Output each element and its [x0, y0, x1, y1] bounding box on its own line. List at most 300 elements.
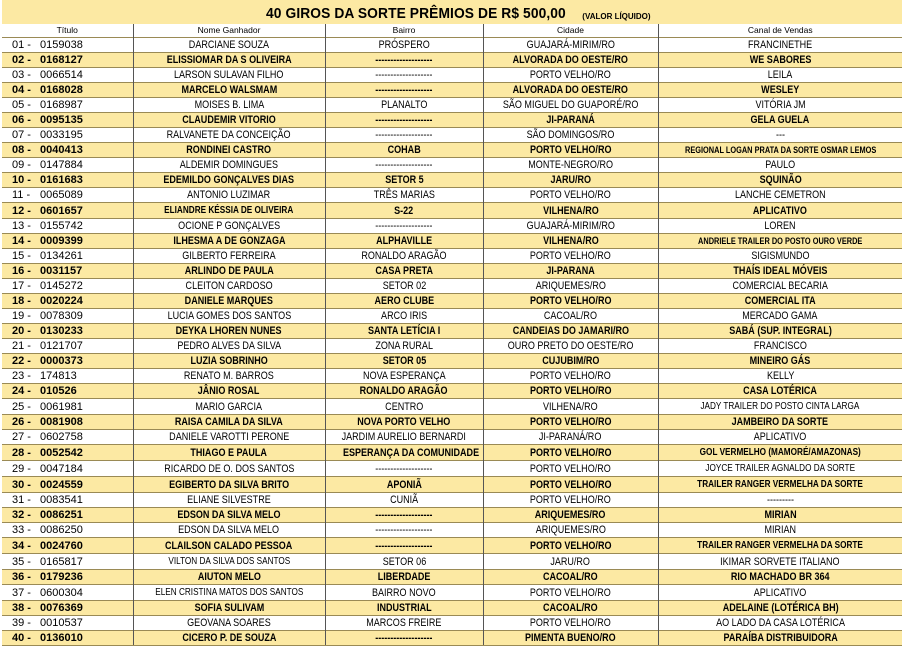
cell-nome-text: MOISES B. LIMA: [194, 99, 264, 111]
cell-nome-text: EDSON DA SILVA MELO: [178, 524, 280, 536]
cell-cidade-text: PORTO VELHO/RO: [529, 416, 612, 428]
cell-bairro-text: -------------------: [375, 54, 433, 66]
cell-canal: [658, 508, 902, 523]
cell-nome: [133, 570, 325, 585]
cell-nome: [133, 83, 325, 98]
ticket-number: 174813: [40, 370, 77, 382]
cell-bairro-text: -------------------: [375, 159, 433, 171]
cell-nome: [133, 585, 325, 601]
row-number: 40 -: [12, 632, 31, 644]
cell-cidade: [483, 53, 658, 68]
cell-canal-text: ---------: [766, 494, 794, 506]
cell-cidade: [483, 538, 658, 554]
cell-cidade: [483, 523, 658, 538]
cell-titulo: [2, 309, 133, 324]
ticket-number: 0052542: [40, 446, 83, 459]
row-number: 04 -: [12, 84, 31, 96]
cell-nome-text: EGIBERTO DA SILVA BRITO: [169, 478, 289, 491]
cell-nome-text: DANIELE MARQUES: [184, 295, 274, 307]
cell-cidade-text: PORTO VELHO/RO: [530, 494, 611, 506]
table-row: [2, 249, 902, 264]
cell-nome: [133, 538, 325, 554]
cell-nome-text: DANIELE VAROTTI PERONE: [168, 431, 290, 443]
cell-cidade-text: GUAJARÁ-MIRIM/RO: [526, 39, 615, 51]
cell-cidade-text: MONTE-NEGRO/RO: [528, 159, 613, 171]
cell-bairro-text: -------------------: [375, 114, 433, 126]
cell-bairro: [325, 601, 483, 616]
cell-canal: [658, 339, 902, 354]
table-row: [2, 113, 902, 128]
cell-bairro: [325, 384, 483, 399]
cell-bairro-text: -------------------: [375, 69, 433, 81]
cell-titulo: [2, 249, 133, 264]
column-header-titulo: Título: [56, 25, 78, 35]
cell-nome-text: CLAILSON CALADO PESSOA: [165, 539, 293, 552]
cell-cidade-text: PORTO VELHO/RO: [530, 250, 611, 262]
table-row: [2, 631, 902, 646]
table-row: [2, 53, 902, 68]
row-number: 14 -: [12, 235, 31, 247]
table-row: [2, 445, 902, 461]
cell-cidade-text: VILHENA/RO: [543, 400, 598, 413]
cell-cidade-text: CACOAL/RO: [543, 602, 598, 614]
cell-titulo: [2, 339, 133, 354]
cell-nome: [133, 234, 325, 249]
cell-titulo: [2, 264, 133, 279]
cell-canal-text: FRANCISCO: [753, 340, 807, 352]
ticket-number: 0600304: [40, 586, 83, 599]
cell-bairro-text: SETOR 05: [382, 355, 426, 367]
cell-bairro: [325, 570, 483, 585]
cell-bairro: [325, 264, 483, 279]
cell-bairro: [325, 508, 483, 523]
cell-cidade-text: JARU/RO: [550, 555, 591, 568]
ticket-number: 0168127: [40, 54, 83, 66]
cell-nome: [133, 309, 325, 324]
row-number: 19 -: [12, 310, 31, 322]
column-header-cidade: Cidade: [483, 24, 658, 38]
table-row: [2, 83, 902, 98]
cell-nome-text: CICERO P. DE SOUZA: [181, 632, 277, 644]
cell-titulo: [2, 523, 133, 538]
document-page: [2, 0, 902, 644]
cell-canal-text: MIRIAN: [764, 509, 797, 521]
cell-nome: [133, 203, 325, 219]
cell-nome-text: DARCIANE SOUZA: [188, 39, 270, 51]
cell-cidade: [483, 143, 658, 158]
cell-bairro-text: MARCOS FREIRE: [366, 617, 442, 629]
cell-cidade: [483, 68, 658, 83]
cell-canal-text: WESLEY: [761, 84, 800, 96]
cell-nome: [133, 430, 325, 445]
table-row: [2, 354, 902, 369]
cell-bairro: [325, 554, 483, 570]
row-number: 32 -: [12, 509, 31, 521]
cell-canal: [658, 384, 902, 399]
cell-bairro: [325, 631, 483, 646]
table-row: [2, 384, 902, 399]
cell-canal-text: SQUINÃO: [759, 174, 802, 186]
table-row: [2, 508, 902, 523]
cell-bairro: [325, 158, 483, 173]
cell-bairro: [325, 399, 483, 415]
cell-cidade: [483, 324, 658, 339]
cell-nome-text: LARSON SULAVAN FILHO: [174, 69, 284, 81]
cell-bairro: [325, 249, 483, 264]
cell-canal: [658, 38, 902, 53]
table-row: [2, 585, 902, 601]
cell-canal: [658, 415, 902, 430]
cell-bairro-text: JARDIM AURELIO BERNARDI: [341, 431, 467, 443]
cell-canal: [658, 53, 902, 68]
cell-nome: [133, 399, 325, 415]
cell-cidade-text: JI-PARANA: [546, 265, 595, 277]
cell-bairro-text: NOVA ESPERANÇA: [362, 370, 446, 382]
cell-bairro-text: PLANALTO: [380, 99, 428, 111]
table-row: [2, 430, 902, 445]
cell-bairro: [325, 98, 483, 113]
cell-canal-text: JOYCE TRAILER AGNALDO DA SORTE: [705, 463, 856, 474]
cell-cidade: [483, 570, 658, 585]
cell-canal-text: ANDRIELE TRAILER DO POSTO OURO VERDE: [698, 236, 863, 246]
ticket-number: 0033195: [40, 129, 83, 141]
cell-canal-text: TRAILER RANGER VERMELHA DA SORTE: [697, 479, 864, 490]
cell-cidade: [483, 477, 658, 493]
cell-nome: [133, 324, 325, 339]
cell-bairro: [325, 83, 483, 98]
cell-bairro: [325, 430, 483, 445]
cell-cidade: [483, 38, 658, 53]
cell-nome: [133, 554, 325, 570]
cell-canal-text: MIRIAN: [764, 524, 797, 536]
cell-nome: [133, 508, 325, 523]
cell-bairro: [325, 309, 483, 324]
cell-titulo: [2, 158, 133, 173]
cell-bairro: [325, 538, 483, 554]
cell-bairro: [325, 234, 483, 249]
cell-canal-text: PAULO: [765, 159, 796, 171]
cell-nome-text: ELISSIOMAR DA S OLIVEIRA: [166, 54, 292, 66]
cell-bairro: [325, 339, 483, 354]
cell-cidade-text: SÃO MIGUEL DO GUAPORÉ/RO: [502, 99, 639, 111]
cell-titulo: [2, 113, 133, 128]
cell-titulo: [2, 173, 133, 188]
row-number: 38 -: [12, 602, 31, 614]
cell-canal: [658, 369, 902, 384]
table-row: [2, 554, 902, 570]
cell-nome-text: MARCELO WALSMAM: [181, 84, 277, 96]
cell-nome: [133, 68, 325, 83]
cell-nome: [133, 631, 325, 646]
cell-nome: [133, 601, 325, 616]
cell-titulo: [2, 38, 133, 53]
cell-bairro-text: SETOR 02: [382, 280, 426, 292]
cell-nome-text: ELIANDRE KÉSSIA DE OLIVEIRA: [164, 205, 294, 216]
cell-canal-text: COMERCIAL ITA: [744, 295, 816, 307]
cell-bairro-text: PRÓSPERO: [378, 39, 430, 51]
cell-cidade-text: PORTO VELHO/RO: [529, 144, 612, 156]
cell-canal: [658, 631, 902, 646]
table-row: [2, 219, 902, 234]
cell-cidade-text: PORTO VELHO/RO: [529, 478, 612, 491]
row-number: 09 -: [12, 159, 31, 171]
cell-nome-text: THIAGO E PAULA: [190, 446, 268, 459]
cell-canal-text: FRANCINETHE: [748, 39, 813, 51]
ticket-number: 0165817: [40, 555, 83, 568]
table-row: [2, 143, 902, 158]
cell-nome-text: CLEITON CARDOSO: [185, 280, 273, 292]
row-number: 34 -: [12, 539, 31, 552]
cell-cidade-text: PORTO VELHO/RO: [530, 69, 611, 81]
cell-canal: [658, 173, 902, 188]
cell-titulo: [2, 585, 133, 601]
cell-cidade: [483, 461, 658, 477]
cell-nome: [133, 264, 325, 279]
cell-bairro: [325, 415, 483, 430]
row-number: 06 -: [12, 114, 31, 126]
cell-nome-text: GEOVANA SOARES: [187, 617, 271, 629]
cell-canal: [658, 249, 902, 264]
cell-nome-text: RONDINEI CASTRO: [186, 144, 272, 156]
cell-bairro-text: AERO CLUBE: [374, 295, 434, 307]
row-number: 39 -: [12, 617, 31, 629]
cell-bairro-text: -------------------: [375, 509, 433, 521]
cell-titulo: [2, 616, 133, 631]
cell-canal: [658, 399, 902, 415]
cell-cidade: [483, 354, 658, 369]
cell-cidade: [483, 369, 658, 384]
row-number: 15 -: [12, 250, 31, 262]
cell-cidade: [483, 585, 658, 601]
cell-nome-text: CLAUDEMIR VITORIO: [182, 114, 276, 126]
cell-bairro-text: SETOR 5: [384, 174, 424, 186]
cell-titulo: [2, 477, 133, 493]
cell-nome-text: MARIO GARCIA: [195, 400, 263, 413]
cell-canal-text: SABÁ (SUP. INTEGRAL): [728, 325, 832, 337]
cell-bairro: [325, 294, 483, 309]
row-number: 07 -: [12, 129, 31, 141]
cell-titulo: [2, 234, 133, 249]
table-row: [2, 188, 902, 203]
title-bar: [2, 0, 902, 24]
table-row: [2, 264, 902, 279]
cell-nome-text: SOFIA SULIVAM: [194, 602, 264, 614]
cell-nome: [133, 158, 325, 173]
row-number: 10 -: [12, 174, 31, 186]
cell-canal: [658, 264, 902, 279]
cell-cidade: [483, 173, 658, 188]
cell-cidade: [483, 279, 658, 294]
cell-cidade-text: PORTO VELHO/RO: [529, 295, 612, 307]
table-body: [2, 38, 902, 646]
cell-cidade-text: ALVORADA DO OESTE/RO: [512, 84, 629, 96]
ticket-number: 0601657: [40, 204, 83, 217]
cell-bairro-text: S-22: [394, 204, 414, 217]
row-number: 12 -: [12, 204, 31, 217]
table-row: [2, 339, 902, 354]
cell-bairro: [325, 143, 483, 158]
cell-canal: [658, 158, 902, 173]
cell-cidade: [483, 188, 658, 203]
ticket-number: 0086250: [40, 524, 83, 536]
cell-bairro-text: ARCO IRIS: [380, 310, 428, 322]
cell-nome: [133, 113, 325, 128]
cell-titulo: [2, 399, 133, 415]
cell-cidade: [483, 128, 658, 143]
cell-bairro-text: BAIRRO NOVO: [372, 586, 436, 599]
cell-canal-text: ADELAINE (LOTÉRICA BH): [722, 602, 839, 614]
cell-bairro: [325, 279, 483, 294]
ticket-number: 0009399: [40, 235, 83, 247]
cell-cidade-text: PORTO VELHO/RO: [529, 539, 612, 552]
cell-cidade: [483, 493, 658, 508]
row-number: 35 -: [12, 555, 31, 568]
cell-canal: [658, 523, 902, 538]
cell-titulo: [2, 631, 133, 646]
cell-bairro-text: TRÊS MARIAS: [373, 189, 435, 201]
cell-bairro: [325, 128, 483, 143]
row-number: 29 -: [12, 462, 31, 475]
cell-titulo: [2, 128, 133, 143]
table-row: [2, 570, 902, 585]
row-number: 36 -: [12, 571, 31, 583]
cell-bairro-text: NOVA PORTO VELHO: [357, 416, 451, 428]
cell-cidade: [483, 616, 658, 631]
cell-cidade: [483, 399, 658, 415]
cell-nome-text: OCIONE P GONÇALVES: [178, 220, 280, 232]
ticket-number: 0095135: [40, 114, 83, 126]
cell-cidade-text: PORTO VELHO/RO: [530, 370, 611, 382]
cell-nome: [133, 461, 325, 477]
cell-nome: [133, 354, 325, 369]
cell-titulo: [2, 493, 133, 508]
row-number: 02 -: [12, 54, 31, 66]
cell-canal-text: COMERCIAL BECARIA: [732, 280, 828, 292]
cell-cidade-text: PIMENTA BUENO/RO: [525, 632, 616, 644]
cell-cidade: [483, 203, 658, 219]
table-row: [2, 538, 902, 554]
cell-titulo: [2, 324, 133, 339]
cell-cidade-text: JARU/RO: [550, 174, 591, 186]
cell-bairro-text: -------------------: [375, 84, 433, 96]
cell-cidade: [483, 508, 658, 523]
row-number: 03 -: [12, 69, 31, 81]
cell-titulo: [2, 188, 133, 203]
ticket-number: 0078309: [40, 310, 83, 322]
cell-canal: [658, 354, 902, 369]
table-row: [2, 279, 902, 294]
cell-nome: [133, 493, 325, 508]
cell-bairro: [325, 203, 483, 219]
cell-canal: [658, 219, 902, 234]
cell-bairro-text: -------------------: [375, 524, 433, 536]
table-row: [2, 461, 902, 477]
cell-cidade-text: OURO PRETO DO OESTE/RO: [507, 340, 634, 352]
cell-canal: [658, 68, 902, 83]
cell-nome-text: ANTONIO LUZIMAR: [187, 189, 271, 201]
cell-bairro: [325, 461, 483, 477]
cell-cidade: [483, 384, 658, 399]
ticket-number: 0031157: [40, 265, 83, 277]
cell-nome: [133, 384, 325, 399]
table-row: [2, 477, 902, 493]
cell-cidade: [483, 294, 658, 309]
cell-nome: [133, 38, 325, 53]
cell-cidade-text: CACOAL/RO: [543, 310, 598, 322]
ticket-number: 0147884: [40, 159, 83, 171]
table-row: [2, 98, 902, 113]
cell-canal: [658, 324, 902, 339]
cell-bairro: [325, 369, 483, 384]
cell-canal-text: ---: [775, 129, 785, 141]
cell-cidade-text: VILHENA/RO: [542, 204, 599, 217]
cell-cidade-text: SÃO DOMINGOS/RO: [526, 129, 615, 141]
cell-canal-text: SIGISMUNDO: [751, 250, 810, 262]
table-row: [2, 493, 902, 508]
table-row: [2, 415, 902, 430]
ticket-number: 0130233: [40, 325, 83, 337]
cell-cidade: [483, 158, 658, 173]
cell-nome: [133, 128, 325, 143]
cell-nome-text: AIUTON MELO: [197, 571, 261, 583]
cell-canal-text: IKIMAR SORVETE ITALIANO: [720, 555, 840, 568]
cell-nome-text: EDSON DA SILVA MELO: [177, 509, 281, 521]
table-row: [2, 38, 902, 53]
ticket-number: 0024760: [40, 539, 83, 552]
table-row: [2, 309, 902, 324]
cell-bairro-text: -------------------: [375, 462, 433, 475]
cell-bairro: [325, 445, 483, 461]
cell-titulo: [2, 354, 133, 369]
cell-canal-text: WE SABORES: [749, 54, 812, 66]
ticket-number: 0121707: [40, 340, 83, 352]
cell-canal-text: GELA GUELA: [750, 114, 810, 126]
cell-canal-text: VITÓRIA JM: [755, 99, 806, 111]
ticket-number: 0155742: [40, 220, 83, 232]
cell-titulo: [2, 554, 133, 570]
cell-canal: [658, 585, 902, 601]
cell-cidade: [483, 415, 658, 430]
cell-nome: [133, 143, 325, 158]
cell-nome: [133, 415, 325, 430]
cell-titulo: [2, 279, 133, 294]
row-number: 17 -: [12, 280, 31, 292]
row-number: 21 -: [12, 340, 31, 352]
cell-nome: [133, 173, 325, 188]
row-number: 33 -: [12, 524, 31, 536]
row-number: 23 -: [12, 370, 31, 382]
cell-cidade: [483, 554, 658, 570]
cell-titulo: [2, 68, 133, 83]
cell-canal: [658, 445, 902, 461]
page-title: 40 GIROS DA SORTE PRÊMIOS DE R$ 500,00: [266, 5, 567, 22]
cell-cidade-text: PORTO VELHO/RO: [530, 189, 611, 201]
cell-bairro-text: INDUSTRIAL: [376, 602, 432, 614]
cell-bairro: [325, 324, 483, 339]
cell-canal-text: RIO MACHADO BR 364: [730, 571, 830, 583]
cell-titulo: [2, 98, 133, 113]
cell-canal: [658, 98, 902, 113]
cell-bairro: [325, 173, 483, 188]
cell-bairro-text: COHAB: [387, 144, 421, 156]
cell-canal: [658, 430, 902, 445]
ticket-number: 0136010: [40, 632, 83, 644]
cell-canal-text: MERCADO GAMA: [742, 310, 818, 322]
cell-canal-text: REGIONAL LOGAN PRATA DA SORTE OSMAR LEMOS: [684, 145, 876, 155]
row-number: 11 -: [12, 189, 31, 201]
cell-titulo: [2, 143, 133, 158]
cell-canal-text: LEILA: [767, 69, 793, 81]
